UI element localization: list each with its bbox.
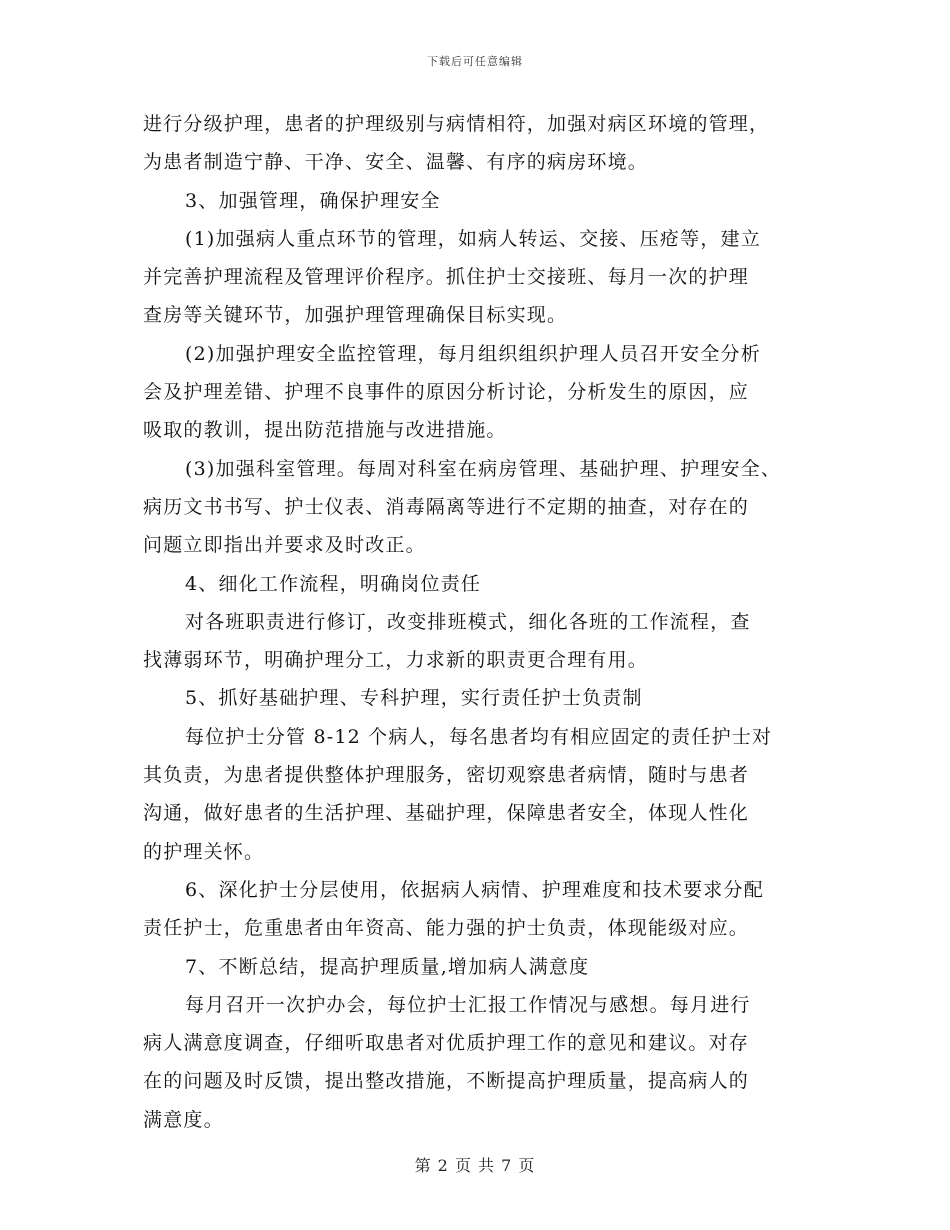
body-line: 满意度。 [143, 1108, 224, 1131]
body-line: 问题立即指出并要求及时改正。 [143, 534, 426, 557]
body-line: (2)加强护理安全监控管理，每月组织组织护理人员召开安全分析 [185, 342, 761, 365]
section-heading: 3、加强管理，确保护理安全 [185, 189, 441, 212]
body-line: 的护理关怀。 [143, 840, 265, 863]
body-line: 其负责，为患者提供整体护理服务，密切观察患者病情，随时与患者 [143, 764, 750, 787]
document-body [143, 105, 833, 1139]
body-line: 查房等关键环节，加强护理管理确保目标实现。 [143, 304, 568, 327]
body-line: 并完善护理流程及管理评价程序。抓住护士交接班、每月一次的护理 [143, 266, 750, 289]
page-header: 下载后可任意编辑 [427, 55, 523, 68]
section-heading: 5、抓好基础护理、专科护理，实行责任护士负责制 [185, 687, 643, 710]
section-heading: 7、不断总结，提高护理质量,增加病人满意度 [185, 955, 590, 978]
body-line: 会及护理差错、护理不良事件的原因分析讨论，分析发生的原因，应 [143, 381, 750, 404]
body-line: 对各班职责进行修订，改变排班模式，细化各班的工作流程，查 [185, 610, 751, 633]
body-line: 沟通，做好患者的生活护理、基础护理，保障患者安全，体现人性化 [143, 802, 750, 825]
body-line: 进行分级护理，患者的护理级别与病情相符，加强对病区环境的管理， [143, 113, 770, 135]
body-line: (1)加强病人重点环节的管理，如病人转运、交接、压疮等，建立 [185, 227, 761, 250]
body-line: 吸取的教训，提出防范措施与改进措施。 [143, 419, 507, 442]
body-line: 责任护士，危重患者由年资高、能力强的护士负责，体现能级对应。 [143, 917, 750, 940]
page-number-footer: 第 2 页 共 7 页 [414, 1156, 536, 1175]
body-line: 每位护士分管 8-12 个病人，每名患者均有相应固定的责任护士对 [185, 725, 773, 748]
body-line: 病历文书书写、护士仪表、消毒隔离等进行不定期的抽查，对存在的 [143, 495, 750, 518]
body-line: 找薄弱环节，明确护理分工，力求新的职责更合理有用。 [143, 649, 649, 672]
body-line: 在的问题及时反馈，提出整改措施，不断提高护理质量，提高病人的 [143, 1070, 750, 1093]
body-line: (3)加强科室管理。每周对科室在病房管理、基础护理、护理安全、 [185, 457, 782, 480]
body-line: 病人满意度调查，仔细听取患者对优质护理工作的意见和建议。对存 [143, 1032, 750, 1055]
section-heading: 6、深化护士分层使用，依据病人病情、护理难度和技术要求分配 [185, 878, 764, 901]
body-line: 每月召开一次护办会，每位护士汇报工作情况与感想。每月进行 [185, 993, 751, 1016]
section-heading: 4、细化工作流程，明确岗位责任 [185, 572, 482, 595]
body-line: 为患者制造宁静、干净、安全、温馨、有序的病房环境。 [143, 151, 649, 174]
